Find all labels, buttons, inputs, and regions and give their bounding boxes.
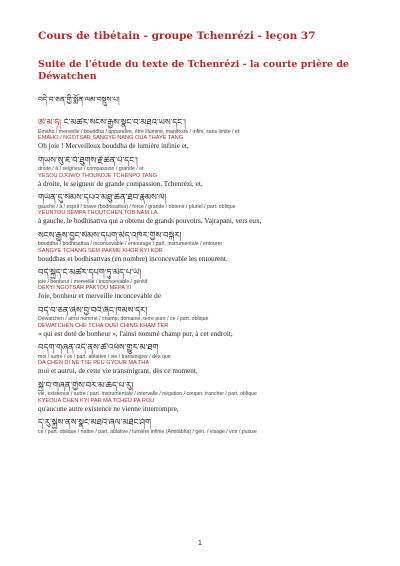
verse-tibetan-text: ངོ་མཚར་སངས་རྒྱས་སྣང་བ་མཐའ་ཡས་དང་། xyxy=(63,118,186,129)
verse-phonetic: DÉKYI NGOTSAR PAKTOU MÉPA YI xyxy=(38,285,132,292)
verse-tibetan: བདེ་བ་ཅན་ཞེས་བྱ་བའི་ཞིང་ཁམས་དེར། xyxy=(38,305,148,316)
verse-gloss: Emaho / merveille / bouddha / apparaître, être illuminé, manifeste / infini, sans limite / et xyxy=(38,128,240,135)
verse-gloss: bouddha / bodhisattva / inconcevable / entourage / part. instrumentale / entourer xyxy=(38,241,223,248)
verse-gloss: gauche / à / esprit / brave (bodhisattva) / force / grande / obtenir / pluriel / part. oblique xyxy=(38,203,236,210)
document-subtitle: Suite de l'étude du texte de Tchenrézi - la courte prière de Déwatchen xyxy=(38,58,350,83)
verse-6 xyxy=(38,306,370,339)
verse-translation: « qui est doté de bonheur », l'ainsi nommé champ pur, à cet endroit, xyxy=(38,329,233,338)
verse-translation: Joie, bonheur et merveille inconcevable de xyxy=(38,292,161,301)
emaho-tibetan: ཨེ་མ་ཧོ། xyxy=(38,118,62,129)
verse-translation: bouddhas et bodhisattvas (en nombre) inconcevable les entourent. xyxy=(38,254,228,263)
verse-phonetic: EMAHO / NGOTSAR SANGYÉ NANG OUA THAYÉ TANG xyxy=(38,135,184,142)
verse-4 xyxy=(38,231,370,264)
verse-3 xyxy=(38,193,370,226)
verse-7 xyxy=(38,343,370,376)
verse-tibetan: བདག་གཞན་འདི་ནས་ཚེ་འཕོས་གྱུར་མ་ཐག xyxy=(38,343,159,354)
verse-phonetic: SANGYÉ TCHANG SÈM PAKMÈ KHOR KYI KOR xyxy=(38,247,163,254)
verse-phonetic: DÉWATCHEN CHÉ TCHA OUÉÏ CHING KHAM TÈR xyxy=(38,322,169,329)
verse-tibetan: གཡོན་དུ་སེམས་དཔའ་མཐུ་ཆེན་ཐོབ་རྣམས་ལ། xyxy=(38,193,167,204)
verse-5 xyxy=(38,268,370,301)
verse-translation: qu'aucune autre existence ne vienne interrompre, xyxy=(38,404,179,413)
verse-translation: à gauche, le bodhisattva qui a obtenu de grands pouvoirs, Vajrapani, vers eux, xyxy=(38,217,262,226)
page-number: 1 xyxy=(198,540,202,547)
verse-phonetic: YÉSOU DJOWO THOUKDJÉ TCHÈNPO TANG xyxy=(38,172,157,179)
verse-tibetan: བདེ་སྐྱིད་ངོ་མཚར་དཔག་ཏུ་མེད་པ་ཡི། xyxy=(38,268,142,279)
verse-tibetan: སྐྱེ་བ་གཞན་གྱིས་བར་མ་ཆོད་པ་རུ། xyxy=(38,380,134,391)
document-title: Cours de tibétain - groupe Tchenrézi - leçon 37 xyxy=(38,30,316,42)
verse-tibetan: དེ་རུ་སྐྱེས་ནས་སྣང་མཐའི་ཞལ་མཐོང་ཤོག xyxy=(38,417,151,428)
verse-gloss: droite / à / seigneur / compassion / grande / et xyxy=(38,166,144,173)
verse-2 xyxy=(38,156,370,189)
verse-phonetic: KYÉOUA CHÈN KYI PAR MA TCHEU PA ROU xyxy=(38,397,155,404)
verse-9 xyxy=(38,418,370,435)
verse-8 xyxy=(38,381,370,414)
verse-translation: moi et autrui, de cette vie transmigrant, dès ce moment, xyxy=(38,367,198,376)
verse-gloss: ce / part. oblique / naître / part. ablative / lumière infinie (Amitâbha) / gén. / visage / voir / puisse xyxy=(38,428,257,435)
verse-gloss: joie / bonheur / merveille / inconcevable / génitif xyxy=(38,278,148,285)
verse-tibetan: སངས་རྒྱས་བྱང་སེམས་དཔག་མེད་འཁོར་གྱིས་བསྐོར། xyxy=(38,230,182,241)
verse-phonetic: DA CHÈN DI NÉ TSÉ PEU GYOUR MA THA xyxy=(38,360,150,367)
prayer-heading-tibetan: བདེ་བ་ཅན་གྱི་སྨོན་ལམ་བསྡུས་པ། xyxy=(38,95,120,105)
verse-phonetic: YEUNTOU SÉMPA THOUTCHÈN TOB NAM LA xyxy=(38,210,158,217)
verse-gloss: vie, existence / autre / part. instrumentale / intervalle / négation / couper, trancher / part. oblique xyxy=(38,391,257,398)
verse-tibetan xyxy=(38,118,370,129)
verse-1 xyxy=(38,118,370,151)
verse-translation: Oh joie ! Merveilleux bouddha de lumière infinie et, xyxy=(38,142,189,151)
verse-translation: à droite, le seigneur de grande compassion, Tchenrézi, et, xyxy=(38,179,203,188)
verse-gloss: Déwatchen / ainsi nommé / champ, domaine, terre pure / ce / part. oblique xyxy=(38,316,209,323)
verse-gloss: moi / autre / ce / part. ablative / vie / transmigrer / dès que xyxy=(38,353,171,360)
verse-tibetan: གཡས་སུ་ཇོ་བོ་ཐུགས་རྗེ་ཆེན་པོ་དང་། xyxy=(38,155,138,166)
